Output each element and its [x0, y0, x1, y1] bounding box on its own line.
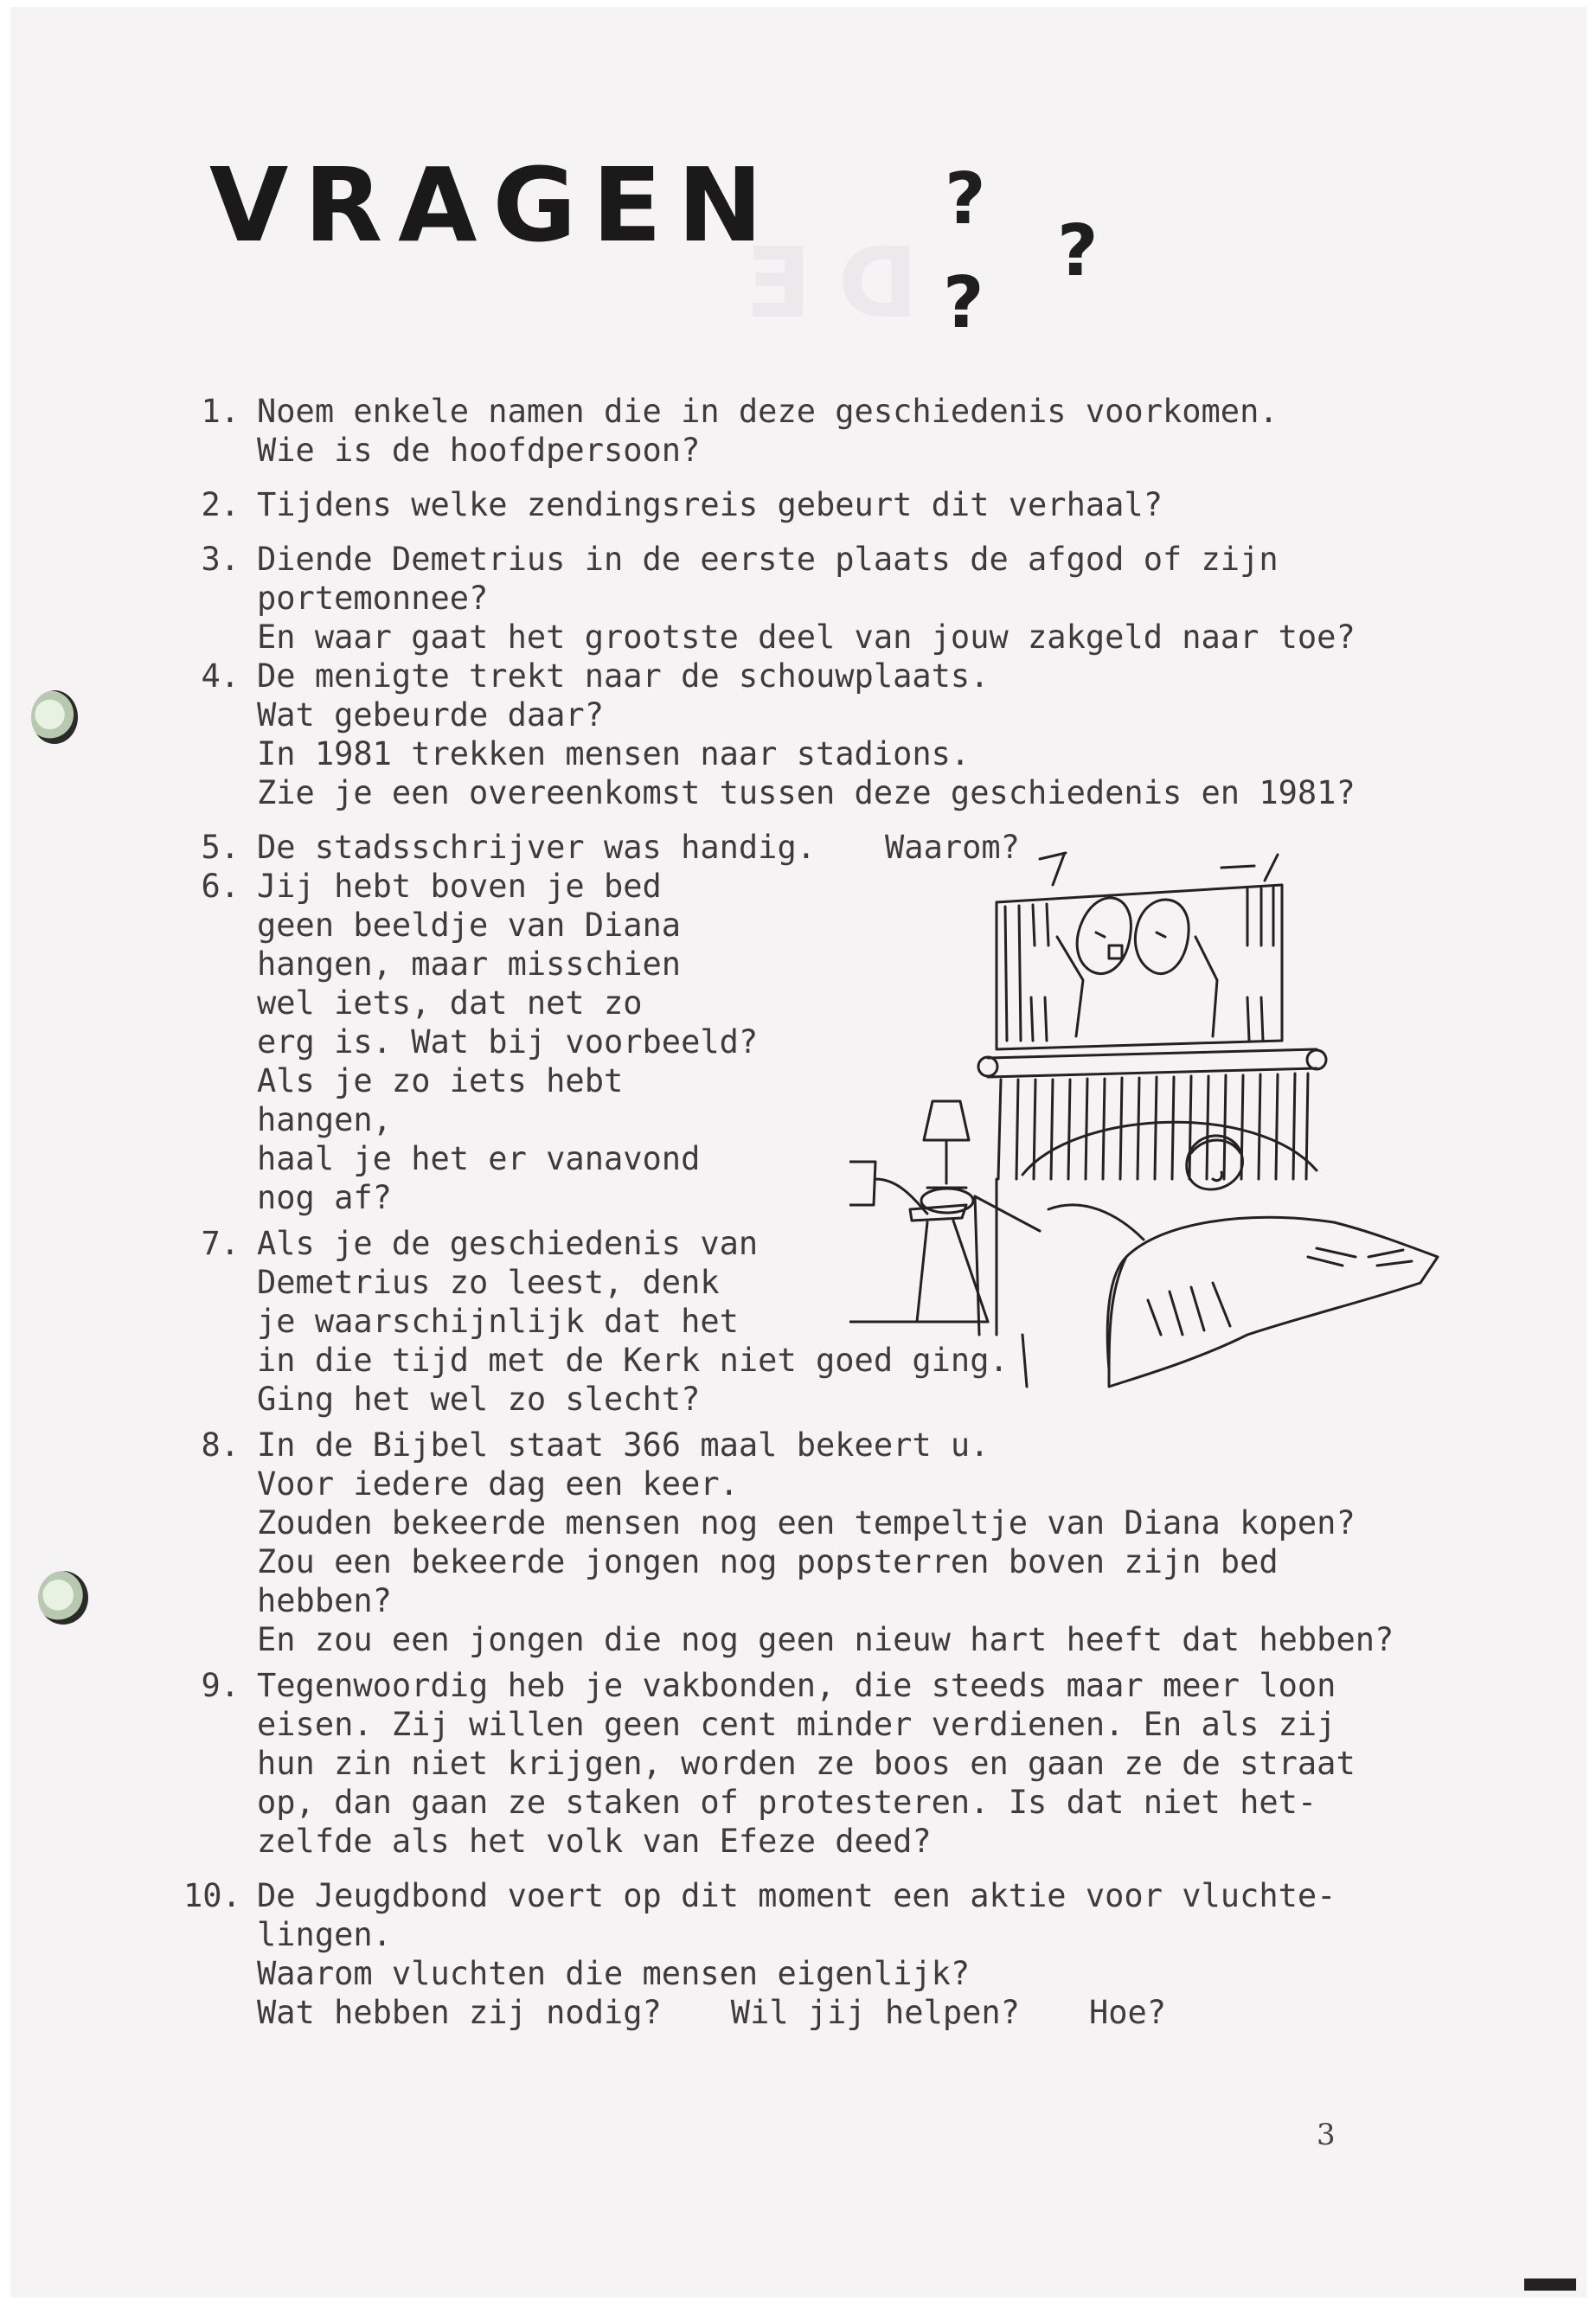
question-line: Zouden bekeerde mensen nog een tempeltje van Diana kopen?	[257, 1504, 1356, 1541]
punch-hole-top	[31, 690, 78, 744]
question-number: 7.	[201, 1225, 240, 1262]
question-line: erg is. Wat bij voorbeeld?	[257, 1023, 759, 1061]
question-line: Diende Demetrius in de eerste plaats de afgod of zijn	[257, 541, 1279, 578]
question-line: Jij hebt boven je bed	[257, 868, 662, 905]
question-line: Als je zo iets hebt hangen,	[257, 1062, 624, 1138]
question-line: op, dan gaan ze staken of protesteren. Is dat niet het-	[257, 1784, 1317, 1821]
question-number: 5.	[201, 829, 240, 866]
question-line: lingen.	[257, 1916, 392, 1953]
question-marks-icon	[927, 154, 1135, 353]
question-line: Zou een bekeerde jongen nog popsterren boven zijn bed	[257, 1543, 1279, 1580]
question-4	[183, 657, 1438, 812]
page-title: VRAGEN	[209, 145, 779, 265]
question-9	[183, 1666, 1438, 1861]
question-10	[183, 1876, 1438, 2032]
question-line: hangen, maar misschien	[257, 945, 682, 983]
question-line: Ging het wel zo slecht?	[257, 1381, 701, 1418]
question-2	[183, 485, 1438, 524]
question-number: 4.	[201, 657, 240, 695]
question-line: Noem enkele namen die in deze geschiedenis voorkomen.	[257, 393, 1279, 430]
question-text: Waarom?	[885, 829, 1020, 866]
question-line: nog af?	[257, 1179, 392, 1216]
question-8	[183, 1426, 1438, 1659]
question-number: 2.	[201, 486, 240, 523]
question-text: Hoe?	[1088, 1994, 1167, 2031]
question-line: Tegenwoordig heb je vakbonden, die steeds maar meer loon	[257, 1667, 1336, 1704]
question-number: 6.	[201, 868, 240, 905]
question-number: 8.	[201, 1426, 240, 1464]
question-number: 1.	[201, 393, 240, 430]
question-line: De menigte trekt naar de schouwplaats.	[257, 657, 990, 695]
person-in-bed-illustration	[849, 850, 1455, 1421]
question-line: haal je het er vanavond	[257, 1140, 701, 1177]
question-line: hun zin niet krijgen, worden ze boos en gaan ze de straat	[257, 1745, 1356, 1782]
question-line: je waarschijnlijk dat het	[257, 1303, 739, 1340]
question-line: portemonnee?	[257, 580, 489, 617]
question-line: eisen. Zij willen geen cent minder verdienen. En als zij	[257, 1706, 1336, 1743]
svg-text:?: ?	[1057, 210, 1099, 292]
svg-text:?: ?	[943, 262, 984, 344]
question-line: in die tijd met de Kerk niet goed ging.	[257, 1342, 1009, 1379]
question-line: Tijdens welke zendingsreis gebeurt dit verhaal?	[257, 486, 1163, 523]
punch-hole-bottom	[38, 1571, 88, 1625]
question-line: Demetrius zo leest, denk	[257, 1264, 720, 1301]
question-line: En waar gaat het grootste deel van jouw zakgeld naar toe?	[257, 619, 1356, 656]
question-line	[257, 1993, 1438, 2032]
question-line: Waarom vluchten die mensen eigenlijk?	[257, 1955, 971, 1992]
page	[10, 7, 1586, 2298]
page-number: 3	[1317, 2118, 1336, 2152]
question-text: Wil jij helpen?	[730, 1994, 1020, 2031]
question-line: In 1981 trekken mensen naar stadions.	[257, 735, 971, 772]
question-number: 9.	[201, 1667, 240, 1704]
question-line: En zou een jongen die nog geen nieuw hart heeft dat hebben?	[257, 1621, 1394, 1658]
question-number: 3.	[201, 541, 240, 578]
question-text: Wat hebben zij nodig?	[257, 1994, 662, 2031]
question-line: Zie je een overeenkomst tussen deze geschiedenis en 1981?	[257, 774, 1356, 811]
question-line: In de Bijbel staat 366 maal bekeert u.	[257, 1426, 990, 1464]
question-line: Wat gebeurde daar?	[257, 696, 604, 734]
question-line: Wie is de hoofdpersoon?	[257, 432, 701, 469]
show-through-text: DE	[720, 228, 919, 340]
svg-text:?: ?	[945, 158, 986, 240]
question-line: zelfde als het volk van Efeze deed?	[257, 1823, 932, 1860]
question-1	[183, 392, 1438, 470]
question-3	[183, 540, 1438, 657]
question-text: De stadsschrijver was handig.	[257, 829, 817, 866]
question-line: De Jeugdbond voert op dit moment een aktie voor vluchte-	[257, 1877, 1336, 1914]
question-line: wel iets, dat net zo	[257, 984, 643, 1022]
question-line: geen beeldje van Diana	[257, 907, 682, 944]
question-line: Voor iedere dag een keer.	[257, 1465, 739, 1503]
question-line: hebben?	[257, 1582, 392, 1619]
corner-mark	[1524, 2279, 1576, 2291]
question-number: 10.	[183, 1877, 241, 1914]
question-line: Als je de geschiedenis van	[257, 1225, 759, 1262]
